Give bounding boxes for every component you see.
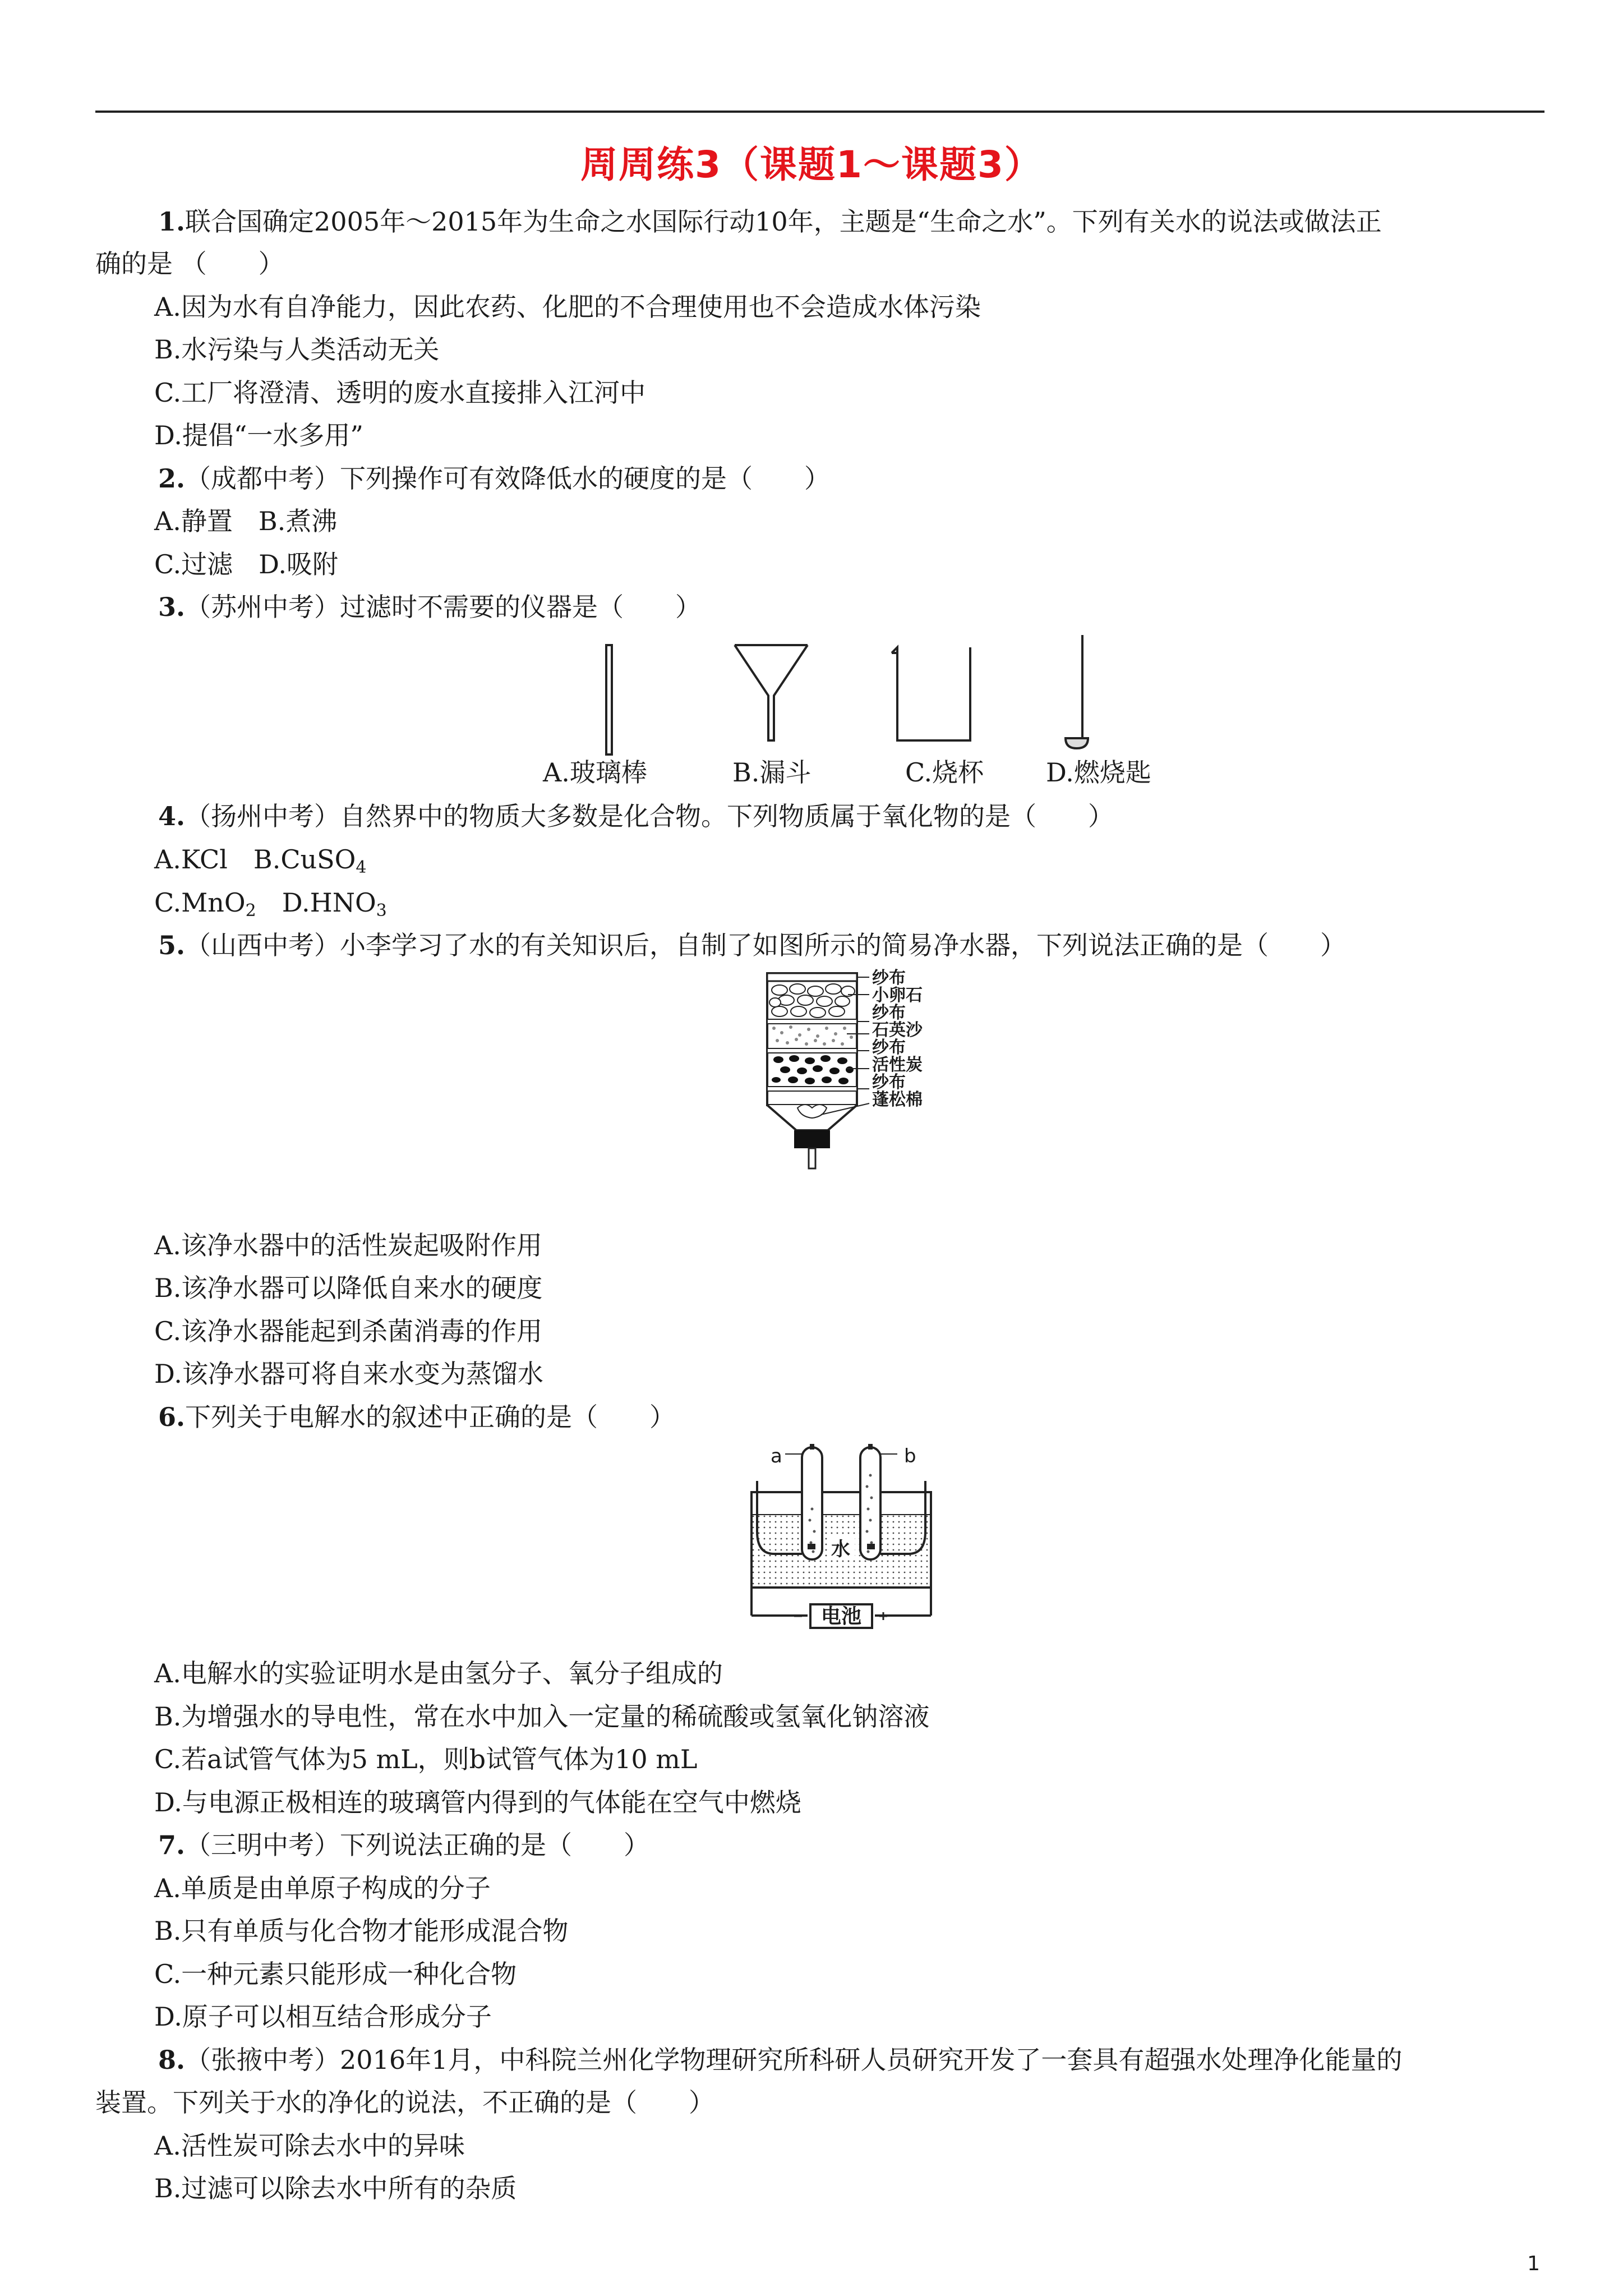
q4-options-cd <box>154 887 387 921</box>
q3-option-c: C.烧杯 <box>905 757 984 788</box>
q6-option-c: C.若a试管气体为5 mL，则b试管气体为10 mL <box>154 1744 698 1774</box>
purifier-label-quartz-sand: 石英沙 <box>872 1020 923 1040</box>
q4-option-d: $D.HNO_3$ <box>282 887 387 921</box>
q5-option-b: B.该净水器可以降低自来水的硬度 <box>154 1273 543 1303</box>
page-title: 周周练3（课题1～课题3） <box>580 143 1043 186</box>
tube-label-a: a <box>771 1445 782 1467</box>
header-rule <box>95 111 1544 113</box>
q1-stem-line2: 确的是 （ ） <box>95 249 284 279</box>
q7-option-c: C.一种元素只能形成一种化合物 <box>154 1959 517 1989</box>
combustion-spoon-icon <box>1066 635 1088 748</box>
q4-option-b: B.CuSO$_4$ <box>253 844 367 877</box>
q2-options-ab: A.静置 B.煮沸 <box>154 506 338 536</box>
purifier-label-pebbles: 小卵石 <box>872 986 923 1005</box>
q7-number: 7. <box>158 1830 186 1860</box>
q5-stem: 5.（山西中考）小李学习了水的有关知识后，自制了如图所示的简易净水器，下列说法正确的是（ ） <box>158 930 1347 960</box>
q1-stem-line1: 1.联合国确定2005年～2015年为生命之水国际行动10年，主题是“生命之水”。下列有关水的说法或做法正 <box>158 206 1382 237</box>
q2-options-cd: C.过滤 D.吸附 <box>154 549 339 579</box>
q8-number: 8. <box>158 2045 186 2075</box>
q8-option-a: A.活性炭可除去水中的异味 <box>154 2131 465 2161</box>
water-label: 水 <box>831 1538 850 1561</box>
q8-stem-line1: 8.（张掖中考）2016年1月，中科院兰州化学物理研究所科研人员研究开发了一套具有超强水处理净化能量的 <box>158 2045 1403 2075</box>
q3-number: 3. <box>158 592 186 622</box>
q7-option-b: B.只有单质与化合物才能形成混合物 <box>154 1916 569 1946</box>
q6-number: 6. <box>158 1402 186 1432</box>
beaker-icon <box>892 647 970 740</box>
purifier-label-gauze-3: 纱布 <box>872 1038 906 1057</box>
q4-stem: 4.（扬州中考）自然界中的物质大多数是化合物。下列物质属于氧化物的是（ ） <box>158 801 1114 831</box>
glass-rod-icon <box>606 645 612 754</box>
q4-option-a: A.KCl <box>154 844 228 875</box>
purifier-label-activated-carbon: 活性炭 <box>872 1055 923 1075</box>
water-purifier-figure <box>763 968 959 1175</box>
q7-stem: 7.（三明中考）下列说法正确的是（ ） <box>158 1830 650 1860</box>
q3-option-b: B.漏斗 <box>732 757 811 788</box>
q5-option-d: D.该净水器可将自来水变为蒸馏水 <box>154 1359 543 1389</box>
purifier-label-cotton: 蓬松棉 <box>872 1090 923 1110</box>
q3-stem: 3.（苏州中考）过滤时不需要的仪器是（ ） <box>158 592 702 622</box>
purifier-label-gauze-4: 纱布 <box>872 1073 906 1092</box>
q3-option-a: A.玻璃棒 <box>543 757 647 788</box>
battery-label: 电池 <box>821 1605 862 1628</box>
q3-instrument-figure <box>589 628 1122 757</box>
q6-option-b: B.为增强水的导电性，常在水中加入一定量的稀硫酸或氢氧化钠溶液 <box>154 1701 930 1732</box>
purifier-label-gauze-1: 纱布 <box>872 968 906 988</box>
q1-option-c: C.工厂将澄清、透明的废水直接排入江河中 <box>154 378 646 408</box>
q1-option-d: D.提倡“一水多用” <box>154 420 363 450</box>
q2-number: 2. <box>158 463 186 494</box>
q4-options-ab <box>154 844 367 877</box>
purifier-label-gauze-2: 纱布 <box>872 1003 906 1023</box>
q4-number: 4. <box>158 801 186 831</box>
q1-option-b: B.水污染与人类活动无关 <box>154 334 440 365</box>
q4-option-c: C.MnO$_2$ <box>154 887 256 921</box>
q2-stem: 2.（成都中考）下列操作可有效降低水的硬度的是（ ） <box>158 463 831 494</box>
q1-option-a: A.因为水有自净能力，因此农药、化肥的不合理使用也不会造成水体污染 <box>154 292 981 322</box>
q5-number: 5. <box>158 930 186 960</box>
q3-option-d: D.燃烧匙 <box>1046 757 1151 788</box>
q1-number: 1. <box>158 206 186 237</box>
q6-option-d: D.与电源正极相连的玻璃管内得到的气体能在空气中燃烧 <box>154 1787 801 1818</box>
q5-option-a: A.该净水器中的活性炭起吸附作用 <box>154 1230 542 1260</box>
q6-option-a: A.电解水的实验证明水是由氢分子、氧分子组成的 <box>154 1658 723 1688</box>
funnel-icon <box>735 645 808 740</box>
q5-option-c: C.该净水器能起到杀菌消毒的作用 <box>154 1316 543 1346</box>
q7-option-d: D.原子可以相互结合形成分子 <box>154 2001 492 2032</box>
tube-label-b: b <box>904 1445 916 1467</box>
q6-stem: 6.下列关于电解水的叙述中正确的是（ ） <box>158 1402 676 1432</box>
q8-stem-line2: 装置。下列关于水的净化的说法，不正确的是（ ） <box>95 2087 714 2118</box>
q8-option-b: B.过滤可以除去水中所有的杂质 <box>154 2173 517 2203</box>
q7-option-a: A.单质是由单原子构成的分子 <box>154 1873 491 1903</box>
page-number: 1 <box>1527 2252 1540 2275</box>
